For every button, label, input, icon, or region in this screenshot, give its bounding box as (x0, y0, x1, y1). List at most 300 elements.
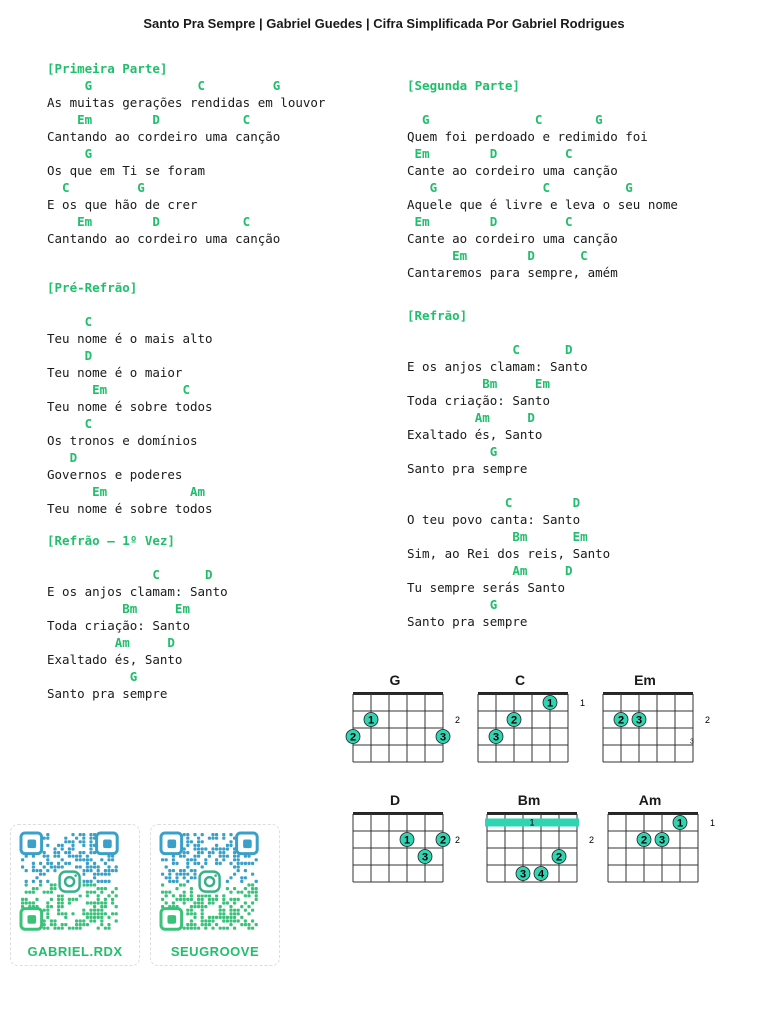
qr-module (32, 901, 35, 904)
qr-module (82, 912, 85, 915)
lyric-line: Os que em Ti se foram (47, 163, 206, 178)
qr-module (190, 912, 193, 915)
lyric-line: Teu nome é o maior (47, 365, 183, 380)
qr-module (86, 865, 89, 868)
lyric-line: E os anjos clamam: Santo (47, 584, 228, 599)
qr-module (255, 887, 258, 890)
qr-module (222, 847, 225, 850)
qr-module (172, 880, 175, 883)
qr-module (93, 912, 96, 915)
qr-module (57, 901, 60, 904)
qr-module (240, 916, 243, 919)
qr-module (50, 923, 53, 926)
qr-module (97, 909, 100, 912)
qr-module (97, 912, 100, 915)
qr-module (172, 901, 175, 904)
qr-module (57, 905, 60, 908)
qr-module (50, 887, 53, 890)
chord-line: G C G (47, 78, 281, 93)
qr-module (197, 901, 200, 904)
chord-line: Em C (47, 382, 190, 397)
qr-module (75, 923, 78, 926)
qr-finder-center (27, 915, 36, 924)
qr-module (46, 833, 49, 836)
qr-module (211, 927, 214, 930)
chord-line: C (47, 416, 93, 431)
qr-module (100, 887, 103, 890)
lyric-line: Exaltado és, Santo (47, 652, 183, 667)
qr-card-instagram-1[interactable] (10, 824, 140, 966)
qr-module (82, 923, 85, 926)
qr-module (100, 901, 103, 904)
qr-module (46, 909, 49, 912)
qr-module (57, 844, 60, 847)
qr-module (219, 916, 222, 919)
qr-module (215, 898, 218, 901)
qr-module (201, 905, 204, 908)
qr-module (222, 927, 225, 930)
qr-module (46, 880, 49, 883)
qr-module (68, 862, 71, 865)
lyric-line: Toda criação: Santo (47, 618, 190, 633)
qr-module (32, 862, 35, 865)
qr-module (222, 901, 225, 904)
qr-module (111, 912, 114, 915)
qr-module (208, 898, 211, 901)
qr-module (28, 901, 31, 904)
qr-module (82, 880, 85, 883)
qr-module (219, 912, 222, 915)
chord-name: D (389, 792, 401, 808)
qr-module (57, 851, 60, 854)
chord-line (47, 549, 228, 566)
lyric-line: Exaltado és, Santo (407, 427, 543, 442)
finger-number: 4 (537, 868, 545, 881)
qr-module (57, 862, 60, 865)
qr-module (21, 858, 24, 861)
qr-module (244, 919, 247, 922)
qr-module (89, 840, 92, 843)
qr-module (211, 898, 214, 901)
qr-module (86, 883, 89, 886)
qr-module (201, 840, 204, 843)
qr-module (46, 844, 49, 847)
qr-module (50, 898, 53, 901)
qr-module (226, 844, 229, 847)
qr-module (35, 869, 38, 872)
qr-module (97, 894, 100, 897)
qr-module (161, 883, 164, 886)
qr-module (190, 919, 193, 922)
qr-module (226, 927, 229, 930)
qr-module (46, 858, 49, 861)
qr-module (61, 901, 64, 904)
qr-module (50, 905, 53, 908)
qr-module (82, 909, 85, 912)
qr-module (161, 873, 164, 876)
qr-module (57, 909, 60, 912)
qr-module (115, 912, 118, 915)
qr-module (186, 898, 189, 901)
qr-module (183, 898, 186, 901)
qr-module (71, 840, 74, 843)
finger-number: 3 (492, 731, 500, 744)
qr-module (208, 923, 211, 926)
finger-number: 1 (367, 714, 375, 727)
qr-module (93, 916, 96, 919)
qr-module (193, 844, 196, 847)
chord-diagram-c (470, 672, 595, 782)
qr-module (93, 905, 96, 908)
qr-module (46, 837, 49, 840)
qr-module (89, 865, 92, 868)
qr-module (201, 833, 204, 836)
qr-module (251, 873, 254, 876)
qr-module (193, 873, 196, 876)
qr-module (35, 898, 38, 901)
qr-module (229, 909, 232, 912)
qr-module (93, 865, 96, 868)
fretboard (600, 810, 725, 905)
qr-module (168, 891, 171, 894)
qr-module (64, 840, 67, 843)
chord-line: Em D C (407, 248, 588, 263)
qr-module (86, 923, 89, 926)
qr-module (71, 927, 74, 930)
qr-module (32, 865, 35, 868)
qr-module (57, 912, 60, 915)
qr-module (25, 869, 28, 872)
finger-number: 2 (617, 714, 625, 727)
qr-module (165, 901, 168, 904)
chord-diagram-em (595, 672, 720, 782)
finger-number: 1 (403, 834, 411, 847)
qr-module (25, 891, 28, 894)
qr-module (193, 862, 196, 865)
qr-module (201, 851, 204, 854)
qr-module (204, 862, 207, 865)
qr-module (82, 840, 85, 843)
qr-module (251, 862, 254, 865)
qr-module (82, 851, 85, 854)
qr-module (229, 862, 232, 865)
chord-line: C D (407, 495, 581, 510)
qr-module (204, 858, 207, 861)
qr-module (89, 833, 92, 836)
chord-line: C D (47, 567, 213, 582)
qr-module (79, 858, 82, 861)
qr-module (64, 912, 67, 915)
qr-module (89, 891, 92, 894)
qr-module (115, 869, 118, 872)
qr-module (86, 894, 89, 897)
qr-module (190, 840, 193, 843)
qr-module (57, 927, 60, 930)
qr-module (89, 869, 92, 872)
qr-module (197, 840, 200, 843)
chord-line: Em Am (47, 484, 206, 499)
qr-module (104, 927, 107, 930)
qr-module (211, 837, 214, 840)
qr-module (68, 847, 71, 850)
qr-module (71, 844, 74, 847)
qr-module (251, 919, 254, 922)
qr-module (107, 927, 110, 930)
qr-module (183, 927, 186, 930)
fretboard (345, 810, 470, 905)
qr-module (82, 883, 85, 886)
qr-module (219, 862, 222, 865)
qr-module (89, 851, 92, 854)
qr-module (201, 847, 204, 850)
qr-module (175, 876, 178, 879)
qr-module (179, 873, 182, 876)
qr-module (93, 919, 96, 922)
chord-line: Bm Em (407, 376, 550, 391)
qr-module (211, 851, 214, 854)
qr-module (247, 891, 250, 894)
qr-module (100, 891, 103, 894)
qr-module (244, 923, 247, 926)
chord-line: D (47, 450, 78, 465)
qr-module (89, 847, 92, 850)
qr-module (226, 880, 229, 883)
qr-module (204, 923, 207, 926)
qr-module (43, 855, 46, 858)
chord-line (407, 94, 678, 111)
finger-number: 1 (676, 817, 684, 830)
qr-module (215, 837, 218, 840)
lyric-line: Tu sempre serás Santo (407, 580, 566, 595)
lyric-line: Cantaremos para sempre, amém (407, 265, 618, 280)
qr-module (104, 869, 107, 872)
qr-module (244, 894, 247, 897)
chord-line: Em D C (407, 214, 573, 229)
qr-module (233, 912, 236, 915)
qr-module (240, 891, 243, 894)
qr-module (226, 919, 229, 922)
qr-module (86, 880, 89, 883)
qr-module (233, 858, 236, 861)
qr-module (219, 909, 222, 912)
qr-module (215, 833, 218, 836)
qr-module (111, 869, 114, 872)
qr-module (79, 865, 82, 868)
qr-module (208, 901, 211, 904)
qr-module (222, 916, 225, 919)
qr-module (229, 876, 232, 879)
qr-module (82, 858, 85, 861)
qr-module (183, 855, 186, 858)
qr-module (204, 894, 207, 897)
qr-module (46, 927, 49, 930)
qr-module (161, 891, 164, 894)
qr-module (197, 855, 200, 858)
finger-number: 2 (555, 851, 563, 864)
qr-module (172, 858, 175, 861)
section-title: [Primeira Parte] (47, 61, 168, 76)
qr-module (197, 844, 200, 847)
qr-module (211, 919, 214, 922)
qr-module (115, 894, 118, 897)
qr-module (168, 873, 171, 876)
chord-line (407, 324, 610, 341)
qr-module (237, 869, 240, 872)
qr-module (86, 916, 89, 919)
qr-module (100, 880, 103, 883)
qr-module (193, 905, 196, 908)
fretboard (470, 690, 595, 785)
qr-module (35, 887, 38, 890)
qr-module (233, 855, 236, 858)
qr-module (237, 855, 240, 858)
qr-module (46, 912, 49, 915)
qr-module (161, 898, 164, 901)
chord-line: G (407, 597, 498, 612)
qr-module (68, 927, 71, 930)
qr-module (251, 887, 254, 890)
qr-module (32, 887, 35, 890)
qr-module (226, 916, 229, 919)
qr-module (107, 880, 110, 883)
qr-finder-center (243, 839, 252, 848)
qr-module (82, 837, 85, 840)
chord-line (47, 296, 213, 313)
qr-module (229, 833, 232, 836)
qr-label: GABRIEL.RDX (27, 944, 123, 959)
qr-module (104, 880, 107, 883)
qr-module (229, 891, 232, 894)
qr-module (244, 901, 247, 904)
qr-module (186, 880, 189, 883)
lyric-line: Cante ao cordeiro uma canção (407, 163, 618, 178)
qr-module (165, 876, 168, 879)
qr-module (107, 894, 110, 897)
qr-module (100, 905, 103, 908)
qr-module (186, 865, 189, 868)
qr-module (233, 898, 236, 901)
qr-module (89, 901, 92, 904)
qr-module (25, 898, 28, 901)
finger-number: 3 (658, 834, 666, 847)
qr-module (237, 862, 240, 865)
qr-module (53, 919, 56, 922)
qr-module (82, 919, 85, 922)
qr-module (172, 862, 175, 865)
qr-module (186, 912, 189, 915)
fretboard (479, 810, 604, 905)
qr-module (71, 847, 74, 850)
fretboard (345, 690, 470, 785)
qr-module (64, 923, 67, 926)
qr-module (111, 858, 114, 861)
qr-module (104, 862, 107, 865)
qr-module (111, 898, 114, 901)
finger-number: 3 (439, 731, 447, 744)
qr-module (43, 927, 46, 930)
chord-line: G (47, 669, 138, 684)
qr-module (107, 865, 110, 868)
qr-module (197, 898, 200, 901)
qr-module (71, 855, 74, 858)
qr-module (53, 927, 56, 930)
qr-module (93, 862, 96, 865)
qr-module (53, 847, 56, 850)
chord-name: Bm (517, 792, 541, 808)
qr-module (61, 927, 64, 930)
qr-module (50, 891, 53, 894)
qr-module (61, 923, 64, 926)
qr-module (193, 833, 196, 836)
chord-line: C G (47, 180, 145, 195)
qr-module (222, 909, 225, 912)
qr-module (201, 923, 204, 926)
qr-module (186, 909, 189, 912)
qr-module (237, 891, 240, 894)
qr-module (71, 912, 74, 915)
qr-card-instagram-2[interactable] (150, 824, 280, 966)
qr-module (86, 858, 89, 861)
fret-number: 1 (580, 697, 586, 708)
qr-module (86, 912, 89, 915)
qr-module (201, 901, 204, 904)
qr-module (32, 880, 35, 883)
qr-module (53, 883, 56, 886)
qr-module (233, 916, 236, 919)
qr-module (100, 919, 103, 922)
qr-module (97, 901, 100, 904)
qr-module (240, 862, 243, 865)
fretboard (595, 690, 720, 785)
finger-number: 1 (546, 697, 554, 710)
qr-module (193, 901, 196, 904)
qr-module (161, 858, 164, 861)
qr-module (233, 873, 236, 876)
qr-module (244, 876, 247, 879)
qr-module (168, 880, 171, 883)
song-section (407, 307, 610, 630)
qr-module (75, 837, 78, 840)
qr-module (50, 862, 53, 865)
lyric-line: Sim, ao Rei dos reis, Santo (407, 546, 611, 561)
qr-module (89, 916, 92, 919)
qr-module (229, 840, 232, 843)
qr-module (89, 844, 92, 847)
qr-module (79, 833, 82, 836)
qr-module (104, 887, 107, 890)
qr-module (186, 833, 189, 836)
qr-module (100, 858, 103, 861)
qr-module (93, 883, 96, 886)
qr-module (61, 912, 64, 915)
qr-module (201, 909, 204, 912)
qr-module (222, 912, 225, 915)
chord-diagram-am (600, 792, 725, 902)
qr-module (107, 923, 110, 926)
qr-module (21, 865, 24, 868)
qr-module (86, 901, 89, 904)
qr-module (61, 858, 64, 861)
qr-module (240, 923, 243, 926)
qr-module (79, 923, 82, 926)
qr-module (193, 923, 196, 926)
qr-module (222, 919, 225, 922)
qr-module (222, 894, 225, 897)
qr-module (75, 919, 78, 922)
qr-module (53, 855, 56, 858)
chord-name: Em (634, 672, 656, 688)
qr-module (215, 847, 218, 850)
